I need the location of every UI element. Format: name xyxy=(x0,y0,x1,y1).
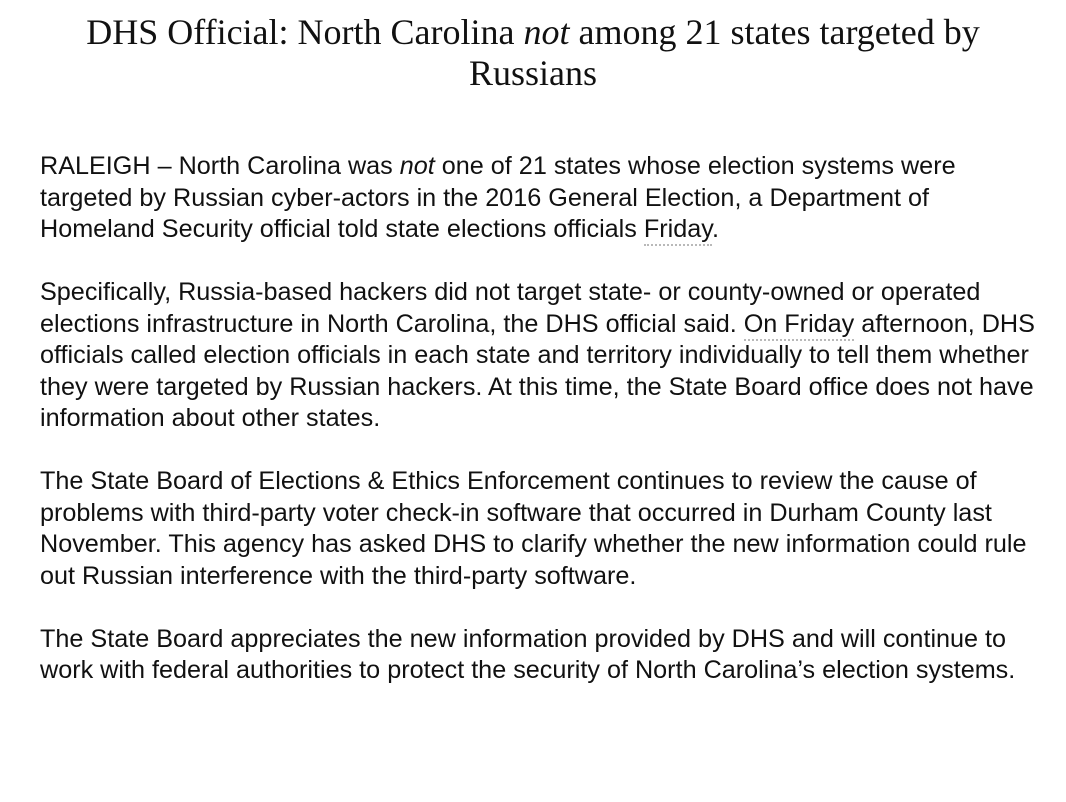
headline-emphasis: not xyxy=(523,12,570,52)
paragraph-1-text-start: RALEIGH – North Carolina was xyxy=(40,152,400,180)
paragraph-2-text-end: afternoon, DHS officials called election officials in each state and territory individually to tell them whether they were targeted by Russian hackers. At this time, the State Board office does not have information about other states. xyxy=(40,309,1035,432)
date-link-friday[interactable]: Friday xyxy=(644,215,712,246)
article-body xyxy=(40,151,1050,687)
headline-text-start: DHS Official: North Carolina xyxy=(86,12,524,52)
paragraph-1-text-end: . xyxy=(711,215,719,243)
paragraph-1 xyxy=(40,151,1050,246)
headline-text-end: among 21 states targeted by Russians xyxy=(468,12,980,93)
paragraph-1-emphasis: not xyxy=(399,152,435,180)
paragraph-2 xyxy=(40,277,1050,435)
paragraph-3: The State Board of Elections & Ethics Enforcement continues to review the cause of problems with third-party voter check-in software that occurred in Durham County last November. This agency has asked DHS to clarify whether the new information could rule out Russian interference with the third-party software. xyxy=(40,467,1027,590)
paragraph-4: The State Board appreciates the new information provided by DHS and will continue to work with federal authorities to protect the security of North Carolina’s election systems. xyxy=(40,624,1016,684)
headline xyxy=(40,12,1026,94)
paragraph-2-text-start: Specifically, Russia-based hackers did not target state- or county-owned or operated elections infrastructure in North Carolina, the DHS official said. xyxy=(40,278,981,338)
paragraph-1-text-middle: one of 21 states whose election systems were targeted by Russian cyber-actors in the 2016 General Election, a Department of Homeland Security official told state elections officials xyxy=(40,152,956,243)
date-link-on-friday[interactable]: On Friday xyxy=(744,310,855,341)
